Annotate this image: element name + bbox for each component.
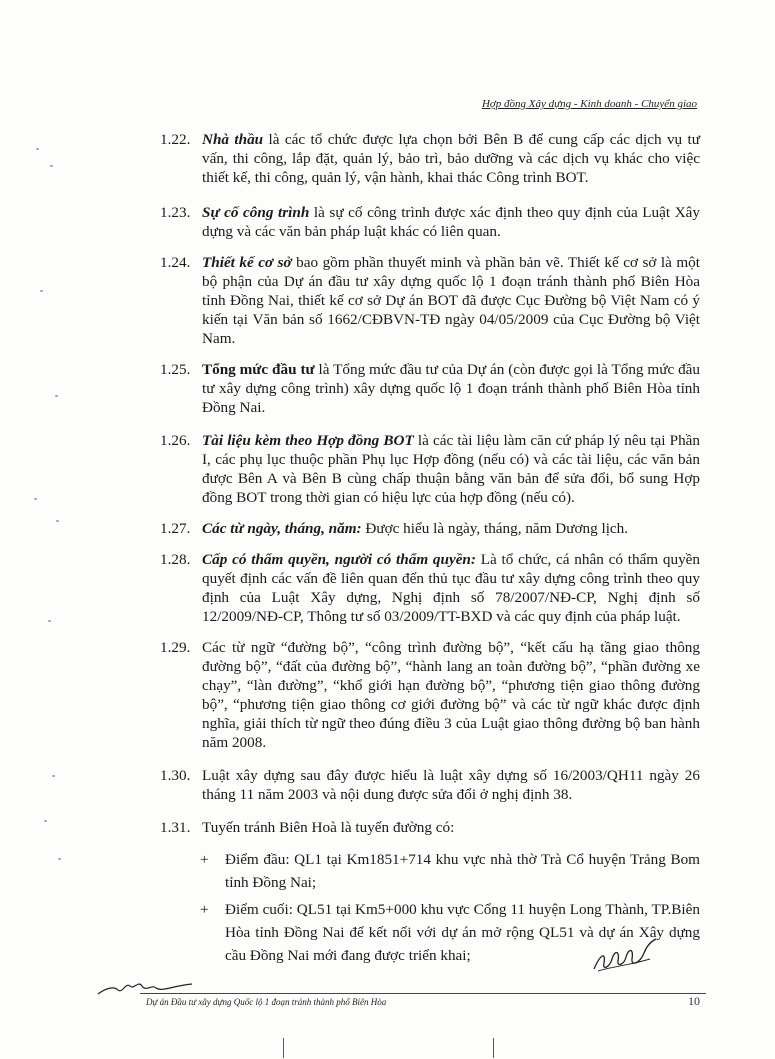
- clause-number: 1.27.: [160, 520, 191, 537]
- clause-number: 1.30.: [160, 767, 191, 784]
- bullet: +: [200, 901, 209, 918]
- clause-text: Được hiểu là ngày, tháng, năm Dương lịch.: [361, 520, 629, 537]
- sub-item-start-point: [200, 848, 700, 894]
- clause-term: Tài liệu kèm theo Hợp đồng BOT: [202, 432, 414, 449]
- scan-edge-mark: [493, 1038, 494, 1058]
- clause-1-24: [160, 253, 700, 348]
- clause-text: là sự cố công trình được xác định theo quy định của Luật Xây dựng và các văn bản pháp luật khác có liên quan.: [202, 204, 700, 240]
- footer-rule: [140, 993, 706, 994]
- clause-number: 1.24.: [160, 254, 191, 271]
- clause-1-22: [160, 130, 700, 187]
- sub-item-text: Điểm đầu: QL1 tại Km1851+714 khu vực nhà thờ Trà Cổ huyện Trảng Bom tỉnh Đồng Nai;: [225, 851, 700, 891]
- clause-term: Nhà thầu: [202, 131, 264, 148]
- clause-text: là Tổng mức đầu tư của Dự án (còn được gọi là Tổng mức đầu tư xây dựng công trình) xây dựng quốc lộ 1 đoạn tránh thành phố Biên Hòa tỉnh Đồng Nai.: [202, 361, 701, 416]
- page-number: 10: [688, 994, 700, 1008]
- clause-text: Các từ ngữ “đường bộ”, “công trình đường bộ”, “kết cấu hạ tầng giao thông đường bộ”, “đất của đường bộ”, “hành lang an toàn đường bộ”, “phần đường xe chạy”, “làn đường”, “khổ giới hạn đường bộ”, “phương tiện giao thông đường bộ”, “phương tiện giao thông cơ giới đường bộ” và các từ ngữ khác được định nghĩa, giải thích từ ngữ theo đúng điều 3 của Luật giao thông đường bộ ban hành năm 2008.: [202, 639, 700, 751]
- clause-number: 1.29.: [160, 639, 191, 656]
- clause-text: là các tổ chức được lựa chọn bởi Bên B để cung cấp các dịch vụ tư vấn, thi công, lắp đặt, quản lý, bảo trì, bảo dưỡng và các dịch vụ khác cho việc thiết kế, thi công, quản lý, vận hành, khai thác Công trình BOT.: [202, 131, 700, 186]
- clause-term: Cấp có thẩm quyền, người có thẩm quyền:: [202, 551, 476, 568]
- scan-speck: [34, 498, 37, 500]
- clause-1-25: [160, 360, 700, 417]
- scan-speck: [44, 820, 47, 822]
- clause-1-23: [160, 203, 700, 241]
- clause-text: Luật xây dựng sau đây được hiểu là luật xây dựng số 16/2003/QH11 ngày 26 tháng 11 năm 2003 và nội dung được sửa đổi ở nghị định 38.: [202, 767, 700, 803]
- scan-speck: [40, 290, 43, 292]
- footer-project-name: Dự án Đầu tư xây dựng Quốc lộ 1 đoạn tránh thành phố Biên Hòa: [146, 997, 387, 1007]
- scan-speck: [56, 520, 59, 522]
- clause-term: Tổng mức đầu tư: [202, 361, 315, 378]
- sub-item-text: Điểm cuối: QL51 tại Km5+000 khu vực Cổng 11 huyện Long Thành, TP.Biên Hòa tỉnh Đồng Nai để kết nối với dự án mở rộng QL51 và dự án Xây dựng cầu Đồng Nai mới đang được triển khai;: [225, 901, 700, 964]
- signature-initials: [590, 937, 662, 977]
- clause-text: Tuyến tránh Biên Hoà là tuyến đường có:: [202, 819, 455, 836]
- clause-number: 1.28.: [160, 551, 191, 568]
- clause-1-26: [160, 431, 700, 507]
- scan-speck: [36, 148, 39, 150]
- clause-text: Là tổ chức, cá nhân có thẩm quyền quyết định các vấn đề liên quan đến thủ tục đầu tư xây dựng công trình theo quy định của Luật Xây dựng, Nghị định số 78/2007/NĐ-CP, Nghị định số 12/2009/NĐ-CP, Thông tư số 03/2009/TT-BXD và các quy định của pháp luật.: [202, 551, 701, 625]
- clause-text: là các tài liệu làm căn cứ pháp lý nêu tại Phần I, các phụ lục thuộc phần Phụ lục Hợp đồng (nếu có) và các tài liệu, các văn bản được Bên A và Bên B cùng chấp thuận bằng văn bản để sửa đổi, bổ sung Hợp đồng BOT trong thời gian có hiệu lực của hợp đồng (nếu có).: [202, 432, 701, 506]
- clause-1-31: [160, 818, 700, 837]
- scan-speck: [55, 395, 58, 397]
- clause-number: 1.22.: [160, 131, 191, 148]
- clause-1-30: [160, 766, 700, 804]
- clause-number: 1.25.: [160, 361, 191, 378]
- scan-speck: [52, 775, 55, 777]
- clause-term: Các từ ngày, tháng, năm:: [202, 520, 362, 537]
- page-header: Hợp đồng Xây dựng - Kinh doanh - Chuyển giao: [481, 98, 697, 110]
- clause-term: Thiết kế cơ sở: [202, 254, 292, 271]
- scan-speck: [50, 165, 53, 167]
- scan-edge-mark: [283, 1038, 284, 1058]
- clause-number: 1.26.: [160, 432, 191, 449]
- clause-1-28: [160, 550, 700, 626]
- clause-number: 1.31.: [160, 819, 191, 836]
- bullet: +: [200, 851, 209, 868]
- clause-text: bao gồm phần thuyết minh và phần bản vẽ. Thiết kế cơ sở là một bộ phận của Dự án đầu tư xây dựng quốc lộ 1 đoạn tránh thành phố Biên Hòa tỉnh Đồng Nai, thiết kế cơ sở Dự án BOT đã được Cục Đường bộ Việt Nam có ý kiến tại Văn bản số 1662/CĐBVN-TĐ ngày 04/05/2009 của Cục Đường bộ Việt Nam.: [202, 254, 700, 347]
- clause-number: 1.23.: [160, 204, 191, 221]
- clause-term: Sự cố công trình: [202, 204, 310, 221]
- clause-1-29: [160, 638, 700, 752]
- clause-1-27: [160, 519, 700, 538]
- scan-speck: [48, 620, 51, 622]
- scan-speck: [58, 858, 61, 860]
